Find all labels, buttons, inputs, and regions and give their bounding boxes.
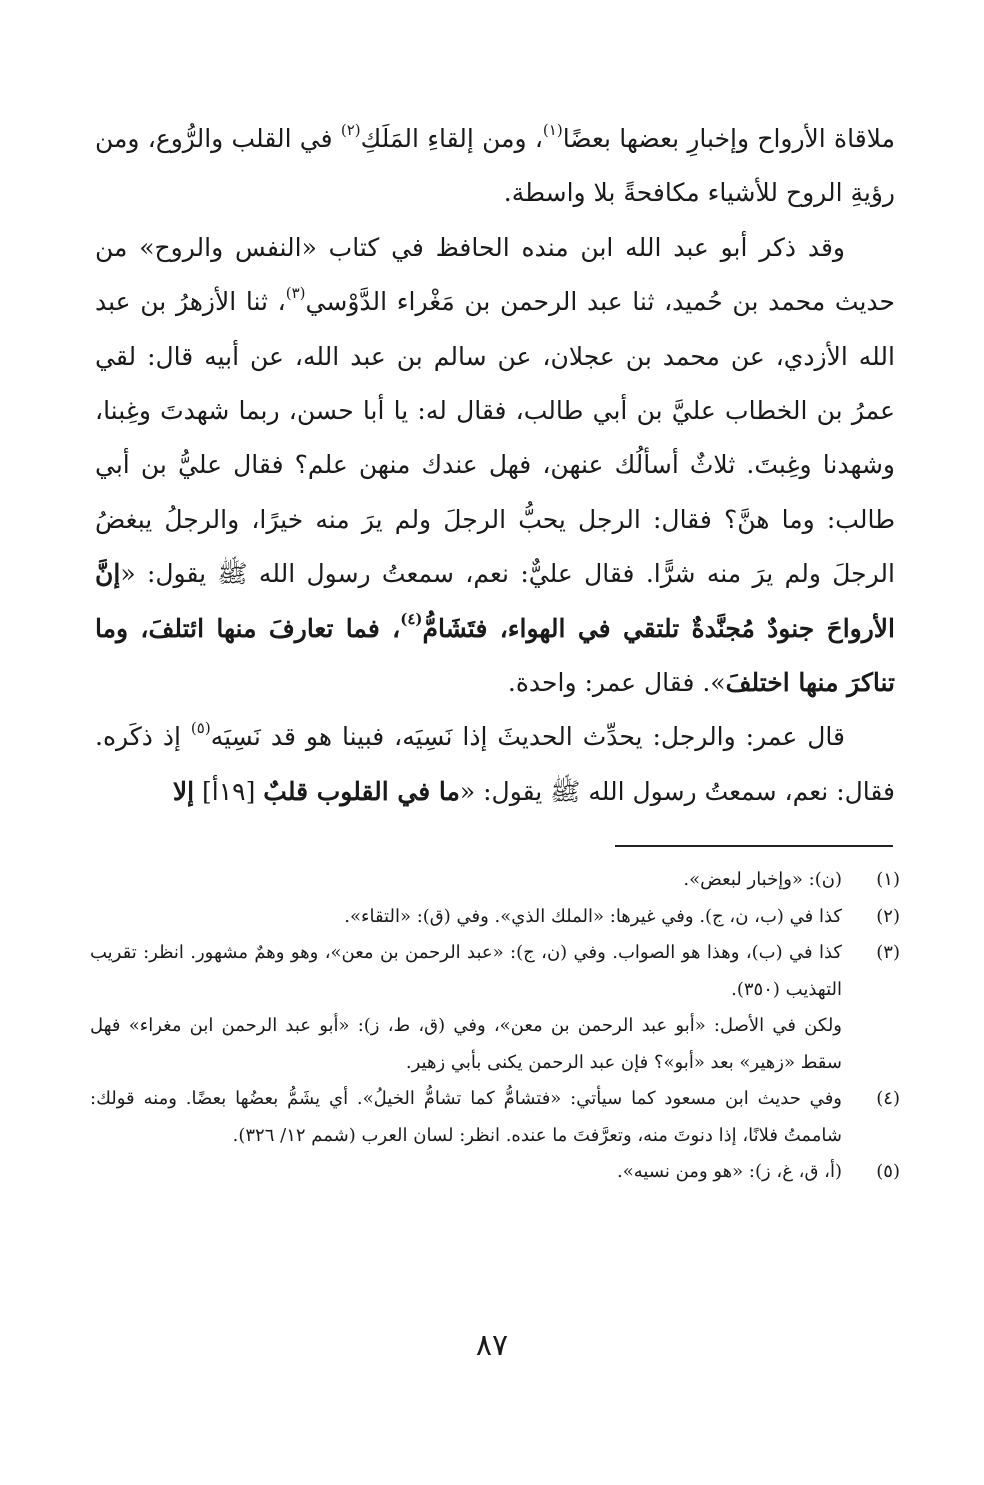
footnote-body xyxy=(90,935,842,1081)
footnotes xyxy=(90,862,900,1191)
footnote-ref-2: (٢) xyxy=(340,120,361,139)
footnote-ref-1: (١) xyxy=(542,120,563,139)
hadith-text: إلا xyxy=(172,776,195,806)
text-run: ، ثنا الأزهرُ بن عبد الله الأزدي، عن محمد بن عجلان، عن سالم بن عبد الله، عن أبيه قال: لقي عمرُ بن الخطاب عليَّ بن أبي طالب، فقال له: يا أبا حسن، ربما شهدتَ وغِبنا، وشهدنا وغِبتَ. ثلاثٌ أسألُك عنهن، فهل عندك منهن علم؟ فقال عليُّ بن أبي طالب: وما هنَّ؟ فقال: الرجل يحبُّ الرجلَ ولم يرَ منه خيرًا، والرجلُ يبغضُ الرجلَ ولم يرَ منه شرًّا. فقال عليٌّ: نعم، سمعتُ رسول الله ﷺ يقول: « xyxy=(95,287,895,589)
hadith-text: ما في القلوب قلبٌ xyxy=(263,776,460,806)
footnote-text: كذا في (ب، ن، ج). وفي غيرها: «الملك الذي». وفي (ق): «التقاء». xyxy=(344,905,842,927)
footnote-text: (ن): «وإخبار لبعض». xyxy=(683,869,842,890)
footnote-2 xyxy=(90,899,900,936)
footnote-text: ولكن في الأصل: «أبو عبد الرحمن بن معن»، وفي (ق، ط، ز): «أبو عبد الرحمن ابن مغراء» فهل سقط «زهير» بعد «أبو»؟ فإن عبد الرحمن يكنى بأبي زهير. xyxy=(90,1015,842,1073)
footnote-4 xyxy=(90,1081,900,1154)
footnote-ref-5: (٥) xyxy=(190,719,211,738)
paragraph-3 xyxy=(95,710,895,819)
footnote-number: (٤) xyxy=(876,1088,900,1109)
footnote-number: (١) xyxy=(876,869,900,890)
hadith-text: إنَّ الأرواحَ جنودٌ مُجنَّدةٌ تلتقي في الهواء، فتَشَامُّ xyxy=(95,559,895,643)
text-run: ملاقاة الأرواح وإخبارِ بعضها بعضًا xyxy=(562,124,895,153)
footnote-number: (٥) xyxy=(876,1161,900,1182)
text-run: ، ومن إلقاءِ المَلَكِ xyxy=(360,124,543,153)
footnote-text: كذا في (ب)، وهذا هو الصواب. وفي (ن، ج): «عبد الرحمن بن معن»، وهو وهمٌ مشهور. انظر: تقريب التهذيب (٣٥٠). xyxy=(90,942,842,1000)
folio-marker: [١٩أ] xyxy=(194,776,264,806)
footnote-text: وفي حديث ابن مسعود كما سيأتي: «فتشامُّ كما تشامُّ الخيلُ». أي يشَمُّ بعضُها بعضًا. ومنه قولك: شاممتُ فلانًا، إذا دنوتَ منه، وتعرَّفتَ ما عنده. انظر: لسان العرب (شمم ١٢/ ٣٢٦). xyxy=(90,1088,842,1146)
footnote-ref-3: (٣) xyxy=(285,283,306,302)
paragraph-1 xyxy=(95,112,895,221)
footnote-ref-4: (٤) xyxy=(400,610,423,629)
text-run: إذ ذكَره. فقال: نعم، سمعتُ رسول الله ﷺ يقول: « xyxy=(95,722,895,806)
footnote-body xyxy=(90,1081,842,1154)
footnote-3 xyxy=(90,935,900,1081)
footnote-text: (أ، ق، غ، ز): «هو ومن نسيه». xyxy=(617,1161,842,1182)
text-run: قال عمر: والرجل: يحدِّث الحديثَ إذا نَسِيَه، فبينا هو قد نَسِيَه xyxy=(210,722,845,752)
footnote-number: (٢) xyxy=(876,905,900,927)
hadith-text: ، فما تعارفَ منها ائتلفَ، وما تناكرَ منها اختلفَ xyxy=(95,613,895,698)
footnote-number: (٣) xyxy=(876,942,900,963)
footnote-body xyxy=(90,862,842,899)
footnote-body xyxy=(90,899,842,936)
footnote-1 xyxy=(90,862,900,899)
text-run: وقد ذكر أبو عبد الله ابن منده الحافظ في كتاب «النفس والروح» من حديث محمد بن حُميد، ثنا عبد الرحمن بن مَغْراء الدَّوْسي xyxy=(95,232,895,317)
text-run: في القلب والرُّوع، ومن رؤيةِ الروح للأشياء مكافحةً بلا واسطة. xyxy=(95,124,895,208)
footnote-5 xyxy=(90,1154,900,1191)
footnote-separator xyxy=(615,845,893,847)
text-run: ». فقال عمر: واحدة. xyxy=(507,668,726,698)
main-text xyxy=(95,112,895,819)
paragraph-2 xyxy=(95,221,895,711)
page-number: ٨٧ xyxy=(475,1328,509,1363)
footnote-body xyxy=(90,1154,842,1191)
